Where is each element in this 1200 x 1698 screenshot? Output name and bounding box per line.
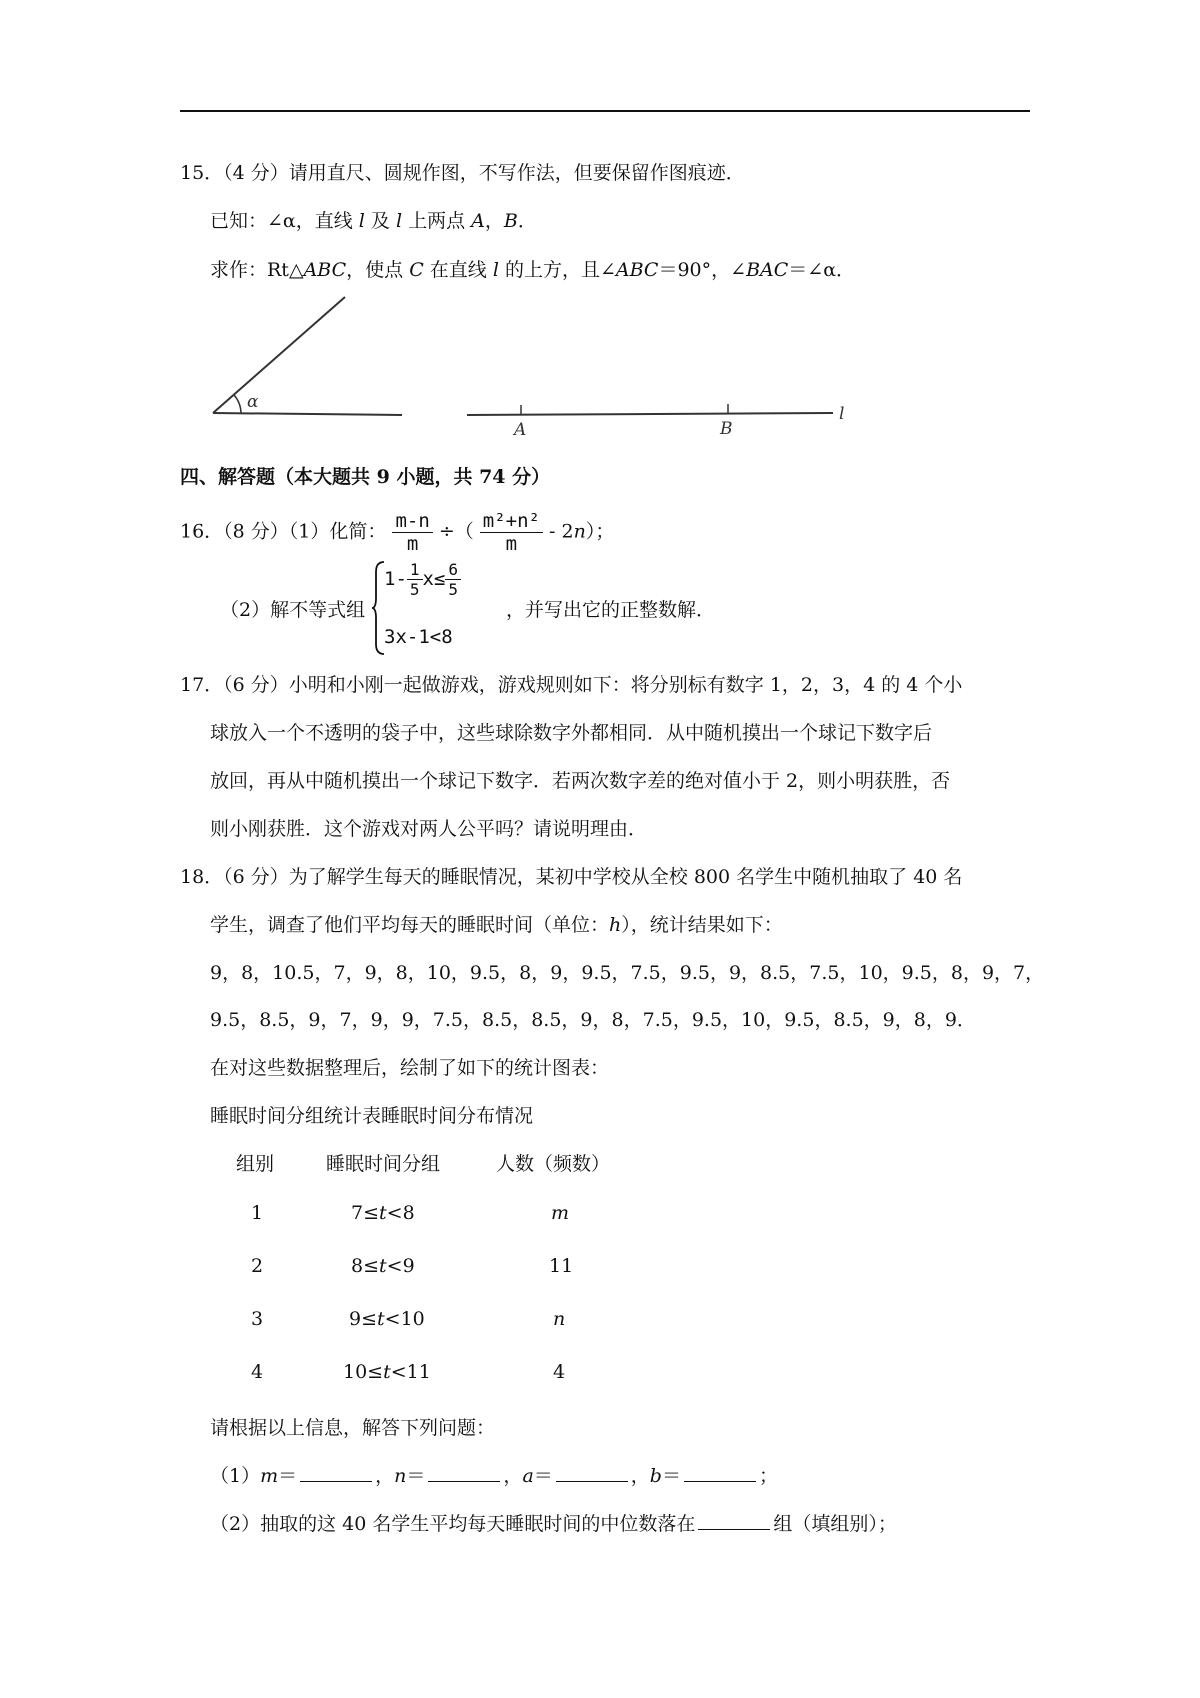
point-b-label: B	[720, 419, 733, 439]
q17-line-1: 17．（6 分）小明和小刚一起做游戏，游戏规则如下：将分别标有数字 1，2，3，4 的 4 个小	[180, 674, 963, 696]
q18-sub-2: （2）抽取的这 40 名学生平均每天睡眠时间的中位数落在 组（填组别）；	[210, 1513, 897, 1535]
answer-blank-median-group[interactable]	[698, 1511, 770, 1530]
q17-line-4: 则小刚获胜．这个游戏对两人公平吗？请说明理由．	[210, 818, 648, 840]
table-row-2-range: 8≤t<9	[351, 1255, 415, 1277]
table-row-1-group: 1	[251, 1202, 264, 1224]
angle-arc	[234, 395, 241, 413]
table-header-group: 组别	[236, 1153, 275, 1175]
fraction-m-minus-n-over-m: $\frac{m-n}{m}$	[392, 510, 432, 555]
section-4-title: 四、解答题（本大题共 9 小题，共 74 分）	[180, 466, 551, 488]
table-row-2-group: 2	[251, 1255, 264, 1277]
table-row-4-group: 4	[251, 1361, 264, 1383]
answer-blank-b[interactable]	[684, 1463, 756, 1482]
table-row-1-count: m	[551, 1202, 570, 1224]
answer-blank-a[interactable]	[556, 1463, 628, 1482]
q18-line-1: 18．（6 分）为了解学生每天的睡眠情况，某初中学校从全校 800 名学生中随机抽取了 40 名	[180, 866, 963, 888]
q17-line-3: 放回，再从中随机摸出一个球记下数字．若两次数字差的绝对值小于 2，则小明获胜，否	[210, 770, 951, 792]
q15-given: 已知：∠α，直线 l 及 l 上两点 A，B．	[210, 210, 537, 232]
inequality-system	[372, 560, 502, 656]
q15-statement: 15．（4 分）请用直尺、圆规作图，不写作法，但要保留作图痕迹．	[180, 162, 745, 184]
q18-sub-1: （1）m＝ ，n＝ ，a＝ ，b＝ ；	[210, 1465, 778, 1487]
q18-after-text: 在对这些数据整理后，绘制了如下的统计图表：	[210, 1057, 610, 1079]
q18-data-line-1: 9，8，10.5，7，9，8，10，9.5，8，9，9.5，7.5，9.5，9，8.5，7.5，10，9.5，8，9，7，	[210, 962, 1045, 984]
q18-data-line-2: 9.5，8.5，9，7，9，9，7.5，8.5，8.5，9，8，7.5，9.5，10，9.5，8.5，9，8，9．	[210, 1009, 976, 1031]
inequality-1: 1- $\frac{1}{5}$ x≤ $\frac{6}{5}$	[384, 560, 461, 599]
point-a-label: A	[514, 420, 527, 440]
q15-figure	[205, 292, 885, 442]
angle-ray-horizontal	[213, 413, 402, 415]
table-row-4-count: 4	[553, 1361, 566, 1383]
table-row-2-count: 11	[549, 1255, 574, 1277]
q16-part2-prefix: （2）解不等式组	[220, 599, 366, 621]
alpha-label: α	[247, 392, 259, 412]
table-row-1-range: 7≤t<8	[351, 1202, 415, 1224]
line-l-label: l	[839, 404, 845, 424]
table-row-4-range: 10≤t<11	[343, 1361, 431, 1383]
q16-part1: 16．（8 分）（1）化简： $\frac{m-n}{m}$ ÷（ $\frac{\text{m²+n²}}{m}$ - 2n）；	[180, 510, 615, 555]
table-header-count: 人数（频数）	[496, 1153, 611, 1175]
table-header-range: 睡眠时间分组	[326, 1153, 441, 1175]
answer-blank-n[interactable]	[428, 1463, 500, 1482]
q15-requirement: 求作：Rt△ABC，使点 C 在直线 l 的上方，且∠ABC＝90°，∠BAC＝∠α．	[210, 259, 856, 281]
fraction-m2-plus-n2-over-m: $\frac{\text{m²+n²}}{m}$	[480, 510, 543, 555]
table-row-3-group: 3	[251, 1308, 264, 1330]
q17-line-2: 球放入一个不透明的袋子中，这些球除数字外都相同．从中随机摸出一个球记下数字后	[210, 722, 933, 744]
table-row-3-count: n	[553, 1308, 566, 1330]
answer-blank-m[interactable]	[300, 1463, 372, 1482]
header-rule	[180, 110, 1030, 112]
q16-part2-suffix: ，并写出它的正整数解．	[506, 599, 716, 621]
q18-line-2: 学生，调查了他们平均每天的睡眠时间（单位：h），统计结果如下：	[210, 914, 783, 936]
q18-instruction: 请根据以上信息，解答下列问题：	[210, 1417, 496, 1439]
line-l	[467, 413, 833, 415]
angle-ray-oblique	[213, 297, 345, 413]
inequality-2: 3x-1<8	[384, 626, 453, 648]
table-row-3-range: 9≤t<10	[349, 1308, 425, 1330]
table-caption: 睡眠时间分组统计表睡眠时间分布情况	[210, 1105, 534, 1127]
